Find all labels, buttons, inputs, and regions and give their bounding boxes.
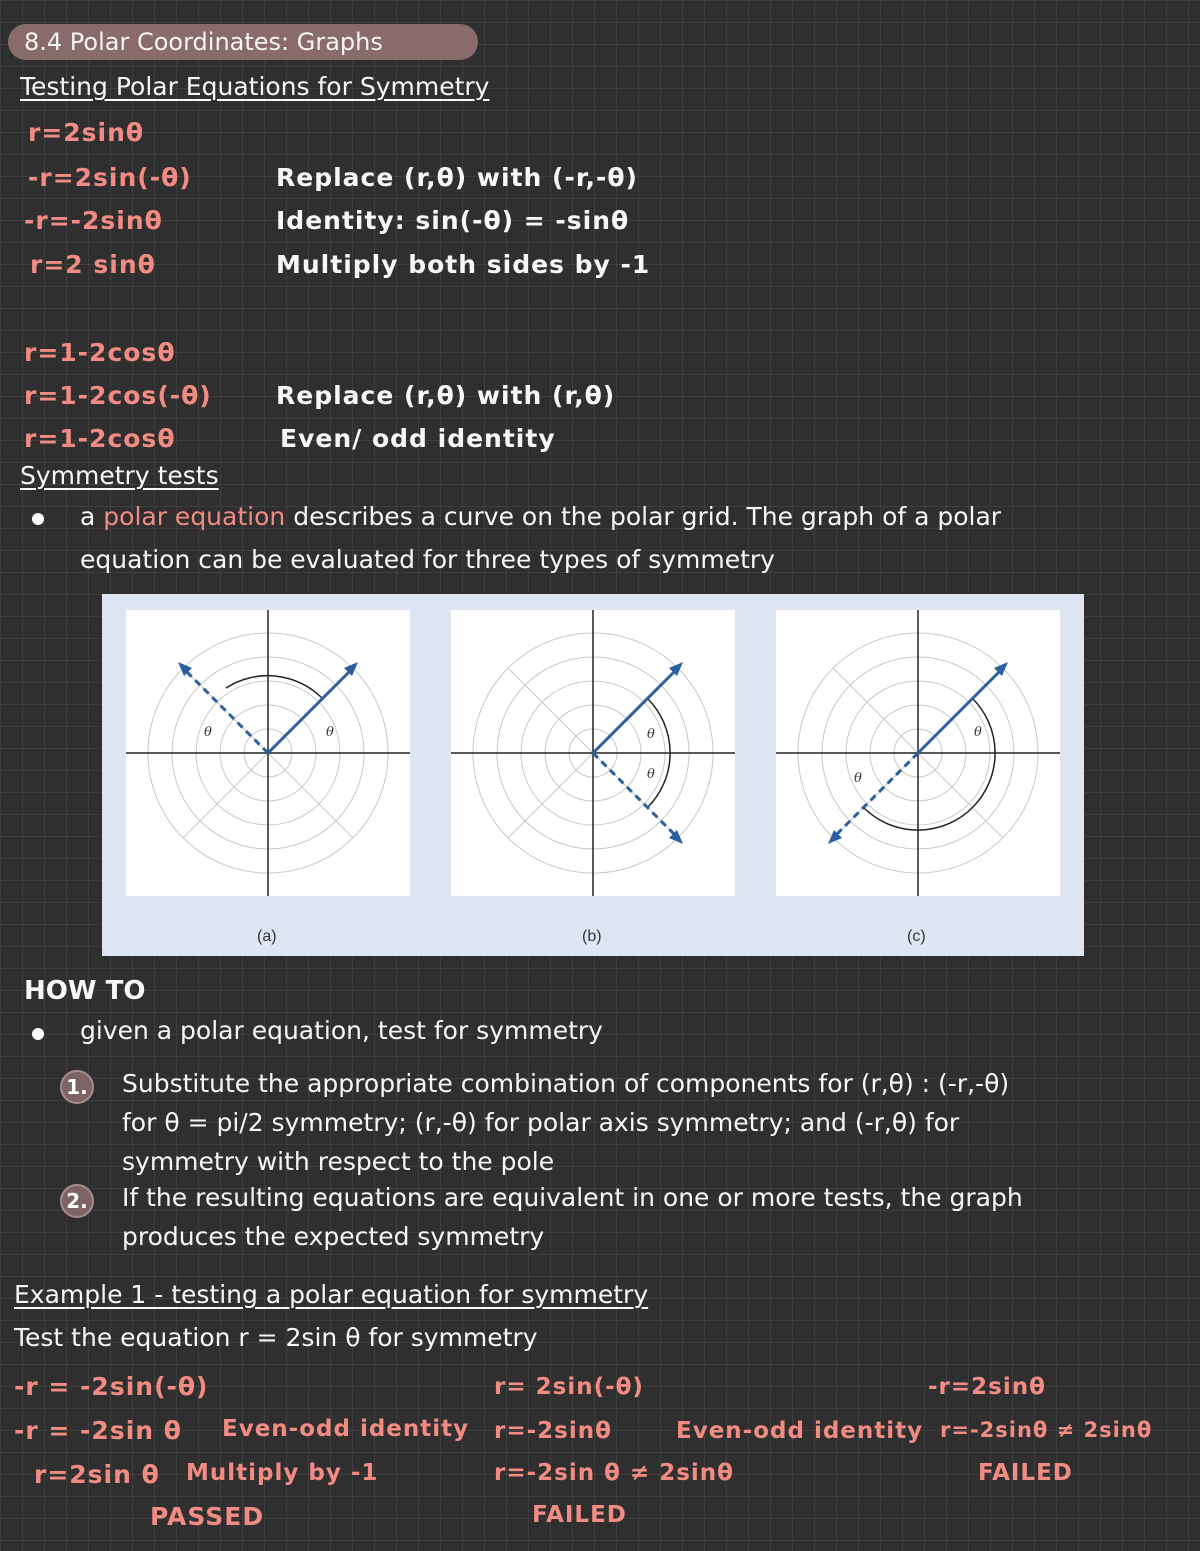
- figure-a: [126, 610, 410, 896]
- caption-b: (b): [582, 928, 602, 945]
- step-1-line-2: for θ = pi/2 symmetry; (r,-θ) for polar axis symmetry; and (-r,θ) for: [122, 1108, 960, 1137]
- figure-b: [451, 610, 735, 896]
- col1-line1: -r = -2sin(-θ): [14, 1372, 209, 1401]
- eq-a-2: -r=-2sinθ: [24, 206, 163, 235]
- figure-c-graph: [776, 610, 1060, 896]
- eq-b-1: r=1-2cos(-θ): [24, 381, 212, 410]
- col1-line2-eq: -r = -2sin θ: [14, 1416, 182, 1445]
- note-a-3: Multiply both sides by -1: [276, 250, 651, 279]
- section-heading-symmetry: Symmetry tests: [20, 461, 219, 490]
- howto-bullet: given a polar equation, test for symmetry: [80, 1016, 603, 1045]
- col3-line2: r=-2sinθ ≠ 2sinθ: [940, 1418, 1153, 1442]
- col2-result: FAILED: [532, 1502, 627, 1528]
- example1-prompt: Test the equation r = 2sin θ for symmetry: [14, 1323, 538, 1352]
- symmetry-bullet-line2: equation can be evaluated for three types of symmetry: [80, 545, 775, 574]
- symmetry-bullet-line1: a polar equation describes a curve on the polar grid. The graph of a polar: [80, 502, 1002, 531]
- col2-line2-eq: r=-2sinθ: [494, 1418, 612, 1444]
- note-a-2: Identity: sin(-θ) = -sinθ: [276, 206, 630, 235]
- figure-a-graph: [126, 610, 410, 896]
- eq-a-1: -r=2sin(-θ): [28, 163, 192, 192]
- page-title: 8.4 Polar Coordinates: Graphs: [8, 24, 478, 60]
- col2-line1: r= 2sin(-θ): [494, 1374, 644, 1400]
- step-1-line-1: Substitute the appropriate combination of components for (r,θ) : (-r,-θ): [122, 1069, 1010, 1098]
- step-number-1: 1.: [60, 1070, 94, 1104]
- col1-line3-eq: r=2sin θ: [34, 1460, 160, 1489]
- step-number-2: 2.: [60, 1184, 94, 1218]
- figure-c: [776, 610, 1060, 896]
- step-2-line-2: produces the expected symmetry: [122, 1222, 545, 1251]
- section-heading-testing: Testing Polar Equations for Symmetry: [20, 72, 490, 101]
- col2-line3: r=-2sin θ ≠ 2sinθ: [494, 1460, 734, 1486]
- note-b-2: Even/ odd identity: [280, 424, 556, 453]
- bullet-dot: [32, 1028, 44, 1040]
- example1-heading: Example 1 - testing a polar equation for symmetry: [14, 1280, 649, 1309]
- theta-label: θ: [326, 725, 334, 740]
- theta-label: θ: [974, 725, 982, 740]
- step-2-line-1: If the resulting equations are equivalent in one or more tests, the graph: [122, 1183, 1023, 1212]
- col1-line3-note: Multiply by -1: [186, 1460, 379, 1486]
- col1-line2-note: Even-odd identity: [222, 1416, 470, 1442]
- col2-line2-note: Even-odd identity: [676, 1418, 924, 1444]
- theta-label: θ: [647, 727, 655, 742]
- bullet-dot: [32, 513, 44, 525]
- theta-label: θ: [204, 725, 212, 740]
- eq-b-0: r=1-2cosθ: [24, 338, 176, 367]
- caption-a: (a): [257, 928, 277, 945]
- step-1-line-3: symmetry with respect to the pole: [122, 1147, 555, 1176]
- note-a-1: Replace (r,θ) with (-r,-θ): [276, 163, 638, 192]
- theta-label: θ: [647, 767, 655, 782]
- caption-c: (c): [907, 928, 926, 945]
- eq-a-3: r=2 sinθ: [30, 250, 156, 279]
- theta-label: θ: [854, 771, 862, 786]
- howto-heading: HOW TO: [24, 976, 146, 1006]
- col3-line1: -r=2sinθ: [928, 1374, 1046, 1400]
- note-b-1: Replace (r,θ) with (r,θ): [276, 381, 616, 410]
- col3-result: FAILED: [978, 1460, 1073, 1486]
- symmetry-figure: [102, 594, 1084, 956]
- figure-b-graph: [451, 610, 735, 896]
- col1-result: PASSED: [150, 1502, 265, 1531]
- eq-a-0: r=2sinθ: [28, 118, 145, 147]
- eq-b-2: r=1-2cosθ: [24, 424, 176, 453]
